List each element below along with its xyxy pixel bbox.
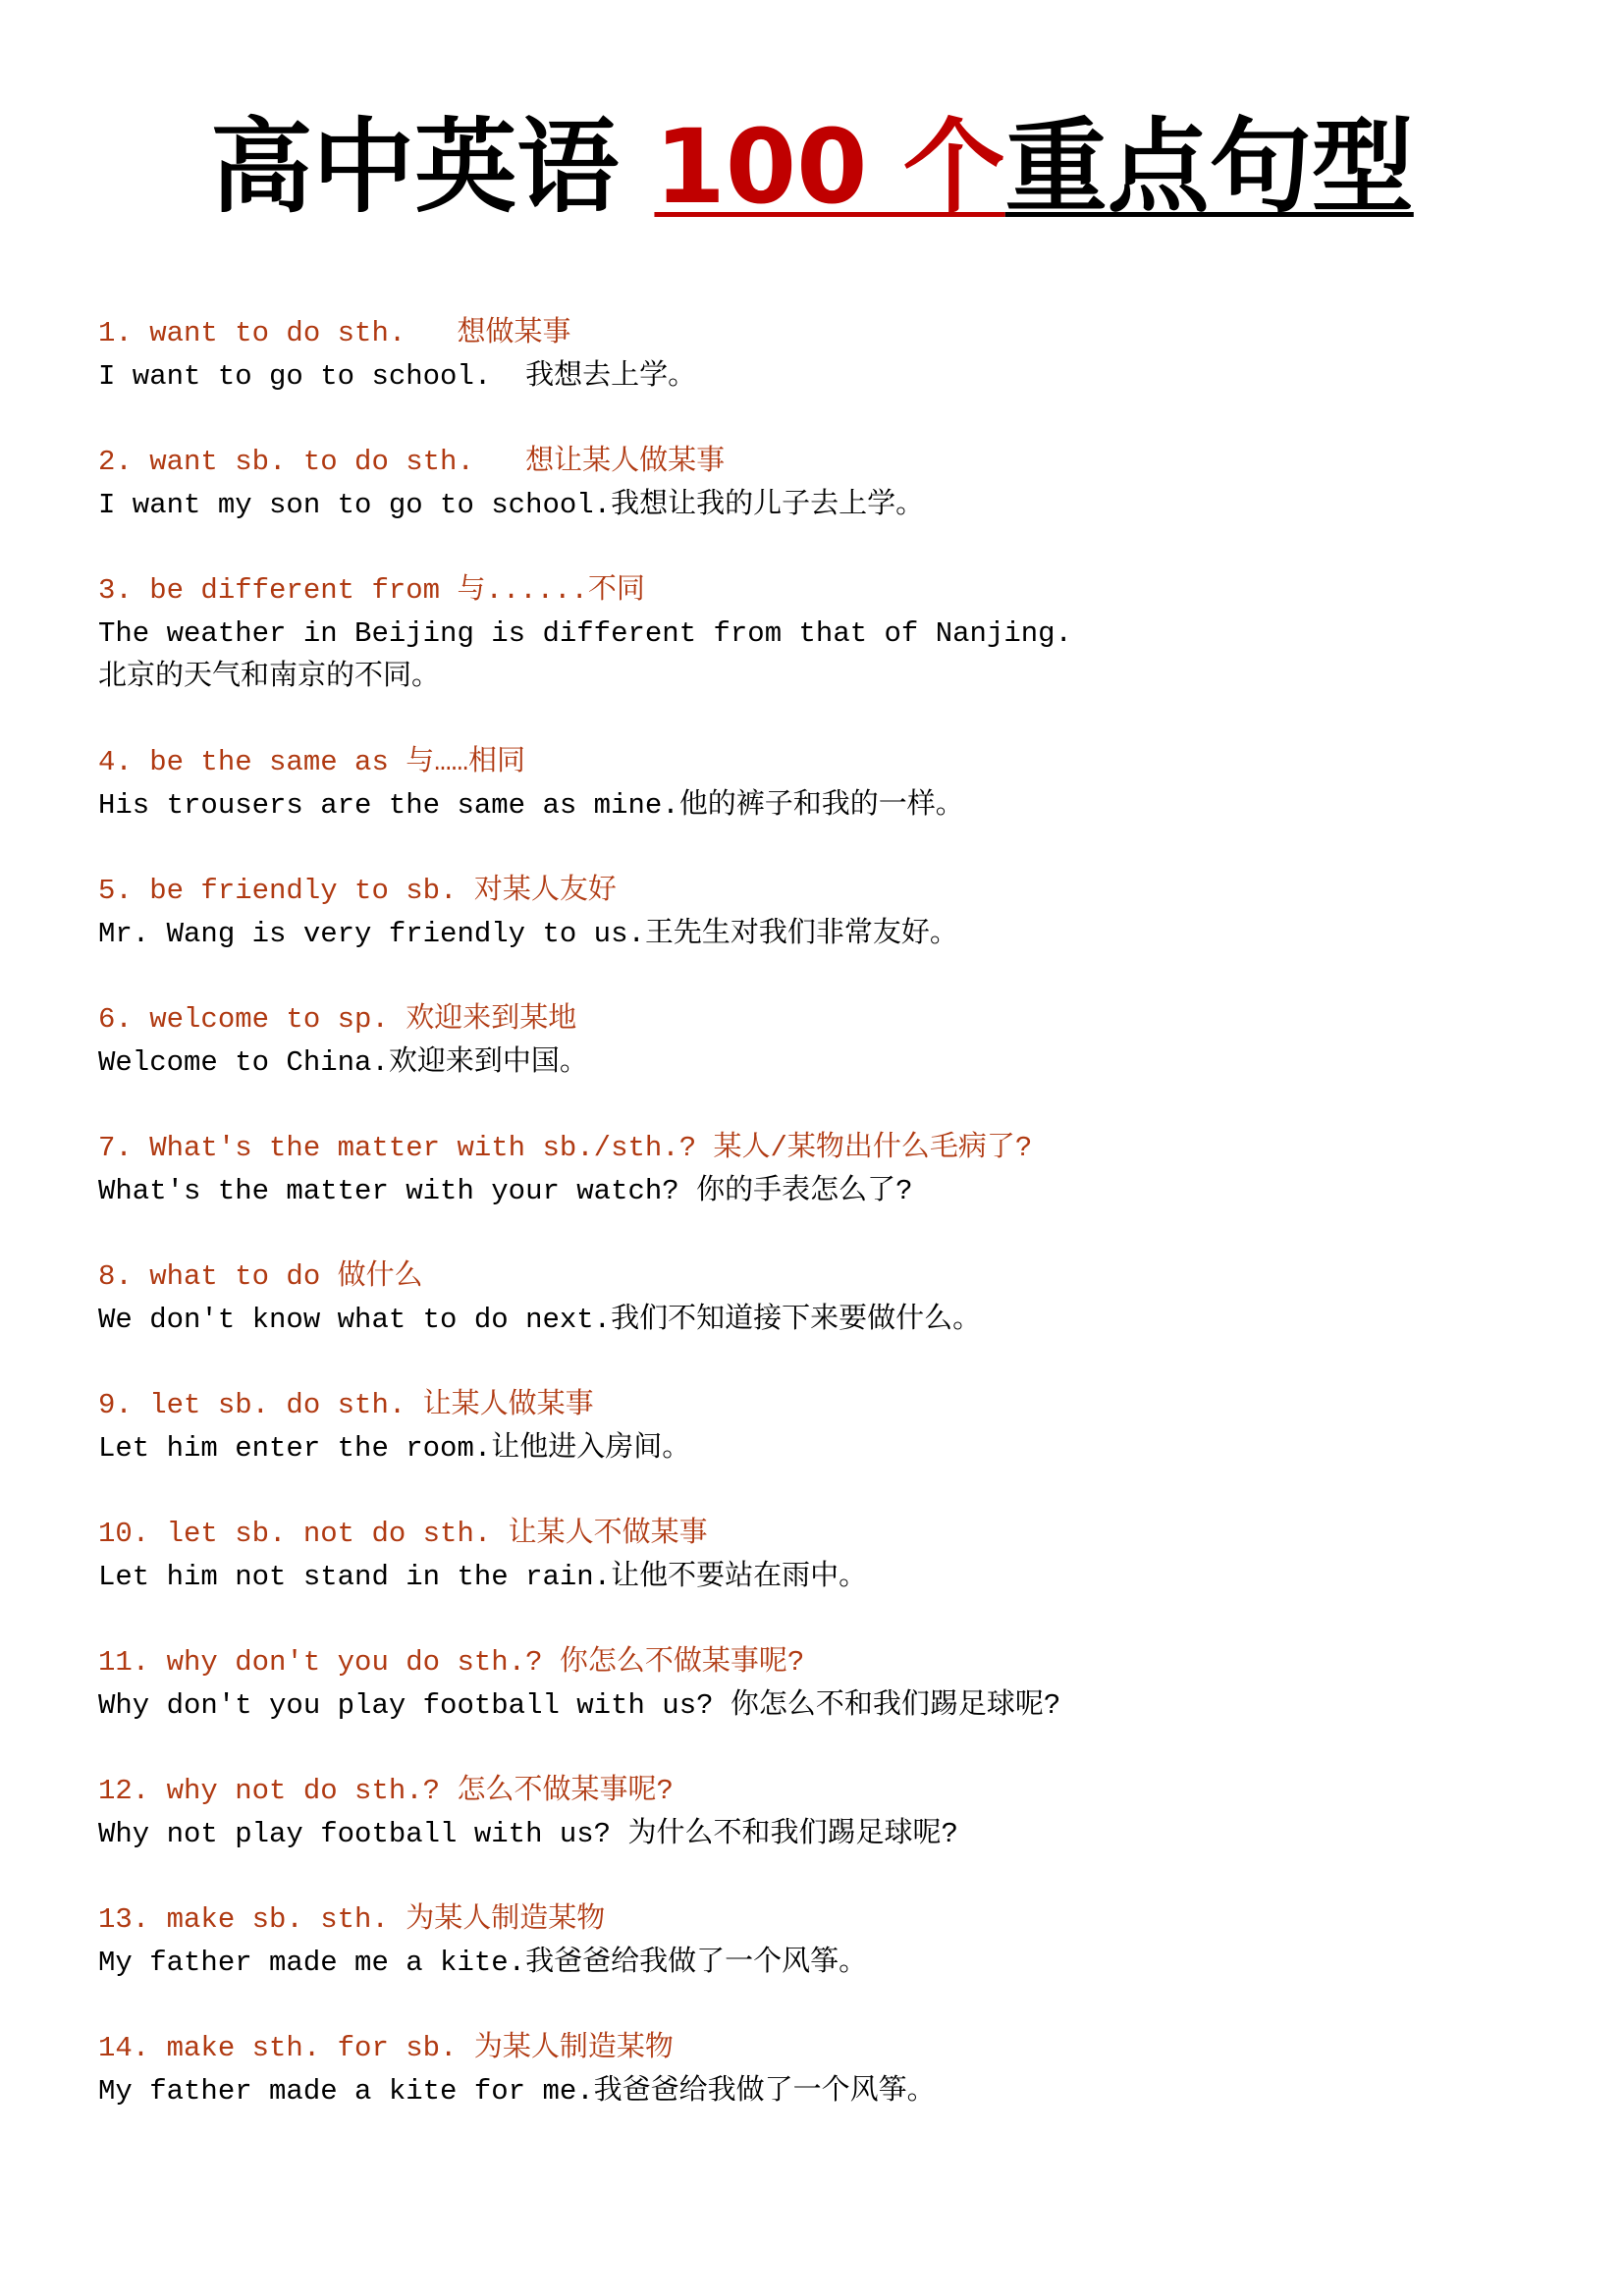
pattern-item	[98, 998, 1551, 1085]
example-sentence: 北京的天气和南京的不同。	[98, 661, 441, 693]
example-sentence: My father made a kite for me.我爸爸给我做了一个风筝。	[98, 2075, 936, 2108]
pattern-item	[98, 1255, 1551, 1342]
pattern-item	[98, 1898, 1551, 1985]
pattern-item	[98, 1127, 1551, 1213]
example-sentence: Why not play football with us? 为什么不和我们踢足球呢?	[98, 1818, 958, 1850]
example-sentence: What's the matter with your watch? 你的手表怎么了?	[98, 1175, 913, 1207]
pattern-heading: 7. What's the matter with sb./sth.? 某人/某物出什么毛病了?	[98, 1132, 1033, 1164]
pattern-heading: 9. let sb. do sth. 让某人做某事	[98, 1389, 594, 1421]
page-title	[0, 98, 1624, 236]
title-part-key-patterns: 重点句型	[1004, 107, 1414, 227]
pattern-heading: 8. what to do 做什么	[98, 1260, 423, 1293]
example-sentence: We don't know what to do next.我们不知道接下来要做什么。	[98, 1304, 982, 1336]
example-sentence: Why don't you play football with us? 你怎么不和我们踢足球呢?	[98, 1689, 1061, 1722]
pattern-heading: 5. be friendly to sb. 对某人友好	[98, 875, 617, 907]
example-sentence: Let him enter the room.让他进入房间。	[98, 1432, 691, 1465]
example-sentence: Let him not stand in the rain.让他不要站在雨中。	[98, 1561, 868, 1593]
pattern-item	[98, 1641, 1551, 1728]
example-sentence: I want to go to school. 我想去上学。	[98, 360, 697, 393]
pattern-item	[98, 312, 1551, 399]
pattern-item	[98, 1770, 1551, 1856]
example-sentence: Welcome to China.欢迎来到中国。	[98, 1046, 588, 1079]
sentence-pattern-list	[98, 312, 1551, 2156]
pattern-item	[98, 441, 1551, 527]
example-sentence: His trousers are the same as mine.他的裤子和我的一样。	[98, 789, 964, 822]
pattern-item	[98, 2027, 1551, 2113]
pattern-heading: 3. be different from 与......不同	[98, 574, 645, 607]
pattern-item	[98, 1384, 1551, 1470]
pattern-item	[98, 569, 1551, 699]
title-part-chinese: 高中英语	[210, 107, 655, 227]
pattern-heading: 4. be the same as 与……相同	[98, 746, 526, 778]
pattern-heading: 2. want sb. to do sth. 想让某人做某事	[98, 446, 726, 478]
pattern-heading: 6. welcome to sp. 欢迎来到某地	[98, 1003, 577, 1036]
pattern-heading: 11. why don't you do sth.? 你怎么不做某事呢?	[98, 1646, 805, 1679]
pattern-heading: 1. want to do sth. 想做某事	[98, 317, 571, 349]
pattern-item	[98, 1513, 1551, 1599]
pattern-heading: 14. make sth. for sb. 为某人制造某物	[98, 2032, 674, 2064]
example-sentence: My father made me a kite.我爸爸给我做了一个风筝。	[98, 1947, 868, 1979]
pattern-heading: 13. make sb. sth. 为某人制造某物	[98, 1903, 606, 1936]
example-sentence: Mr. Wang is very friendly to us.王先生对我们非常友好。	[98, 918, 958, 950]
example-sentence: I want my son to go to school.我想让我的儿子去上学。	[98, 489, 925, 521]
pattern-heading: 10. let sb. not do sth. 让某人不做某事	[98, 1518, 708, 1550]
title-part-count: 100 个	[654, 107, 1005, 227]
example-sentence: The weather in Beijing is different from that of Nanjing.	[98, 617, 1072, 650]
pattern-item	[98, 870, 1551, 956]
pattern-item	[98, 741, 1551, 828]
pattern-heading: 12. why not do sth.? 怎么不做某事呢?	[98, 1775, 674, 1807]
